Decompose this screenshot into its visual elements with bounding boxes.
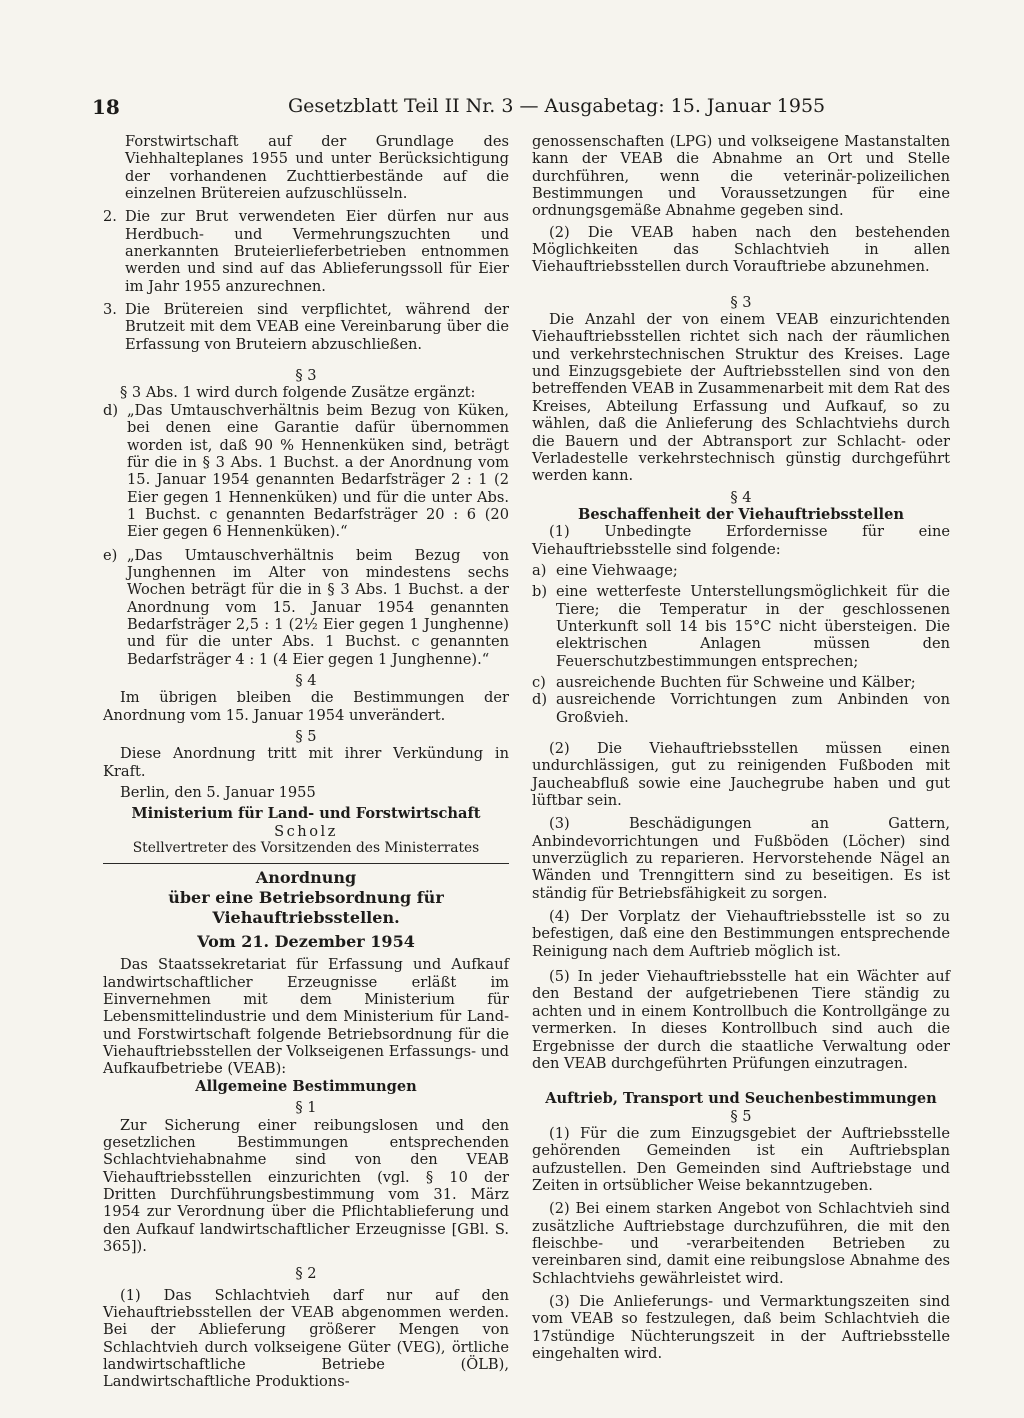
ordinance-subtitle: über eine Betriebsordnung für Viehauftriebsstellen. bbox=[168, 888, 444, 928]
intro-continuation: Forstwirtschaft auf der Grundlage des Viehhalteplanes 1955 und unter Berücksichtigung der vorhandenen Zuchttierbestände auf die einzelnen Brütereien aufzuschlüsseln. bbox=[125, 133, 509, 203]
page-header bbox=[92, 95, 952, 123]
subsection-heading: Allgemeine Bestimmungen bbox=[195, 1077, 417, 1095]
section-text: (5) In jeder Viehauftriebsstelle hat ein Wächter auf den Bestand der aufgetriebenen Tiere ständig zu achten und in einem Kontrollbuch die Kontrollgänge zu vermerken. In dieses Kontrollbuch sind auch die Ergebnisse der durch die staatliche Verwaltung oder den VEAB durchgeführten Prüfungen einzutragen. bbox=[532, 968, 950, 1072]
item-label: d) bbox=[532, 691, 548, 709]
item-text: Die Brütereien sind verpflichtet, während der Brutzeit mit dem VEAB eine Vereinbarung über die Erfassung von Bruteiern abzuschließen. bbox=[125, 301, 509, 353]
signer-role: Stellvertreter des Vorsitzenden des Ministerrates bbox=[132, 840, 480, 857]
section-text: (1) Unbedingte Erfordernisse für eine Viehauftriebsstelle sind folgende: bbox=[532, 523, 950, 558]
section-heading: § 3 bbox=[730, 293, 752, 311]
signer-name: Scholz bbox=[274, 822, 338, 840]
section-heading: § 5 bbox=[295, 728, 317, 745]
section-title: Beschaffenheit der Viehauftriebsstellen bbox=[578, 505, 904, 523]
item-label: e) bbox=[103, 546, 118, 564]
ordinance-date: Vom 21. Dezember 1954 bbox=[197, 932, 415, 952]
item-label: b) bbox=[532, 583, 548, 601]
item-label: d) bbox=[103, 401, 119, 419]
section-text: (3) Die Anlieferungs- und Vermarktungszeiten sind vom VEAB so festzulegen, daß beim Schlachtvieh die 17stündige Nüchterungszeit in der Auftriebsstelle eingehalten wird. bbox=[532, 1292, 950, 1362]
item-text: „Das Umtauschverhältnis beim Bezug von Junghennen im Alter von mindestens sechs Wochen beträgt für die in § 3 Abs. 1 Buchst. a der Anordnung vom 15. Januar 1954 genannten Bedarfsträger 2,5 : 1 (2½ Eier gegen 1 Junghenne) und für die unter Abs. 1 Buchst. c genannten Bedarfsträger 4 : 1 (4 Eier gegen 1 Junghenne).“ bbox=[127, 546, 509, 668]
list-item bbox=[532, 674, 950, 691]
item-label: 3. bbox=[103, 301, 117, 319]
section-text: Diese Anordnung tritt mit ihrer Verkündung in Kraft. bbox=[103, 745, 509, 780]
list-item bbox=[103, 547, 509, 668]
item-label: c) bbox=[532, 673, 546, 691]
item-text: ausreichende Vorrichtungen zum Anbinden von Großvieh. bbox=[556, 691, 950, 726]
section-text: (2) Bei einem starken Angebot von Schlachtvieh sind zusätzliche Auftriebstage durchzuführen, die mit den fleischbe- und -verarbeitenden Betrieben zu vereinbaren sind, damit eine reibungslose Abnahme des Schlachtviehs gewährleistet wird. bbox=[532, 1200, 950, 1287]
section-heading: § 3 bbox=[295, 367, 317, 385]
section-text: Zur Sicherung einer reibungslosen und den gesetzlichen Bestimmungen entsprechenden Schlachtviehabnahme sind von den VEAB Viehauftriebsstellen einzurichten (vgl. § 10 der Dritten Durchführungsbestimmung vom 31. März 1954 zur Verordnung über die Pflichtablieferung und den Aufkauf landwirtschaftlicher Erzeugnisse [GBl. S. 365]). bbox=[103, 1116, 509, 1255]
right-column bbox=[532, 133, 950, 1362]
section-heading: § 4 bbox=[730, 488, 752, 506]
section-heading: § 5 bbox=[730, 1107, 752, 1125]
item-text: Die zur Brut verwendeten Eier dürfen nur aus Herdbuch- und Vermehrungszuchten und anerkannten Bruteierlieferbetrieben entnommen werden und sind auf das Ablieferungssoll für Eier im Jahr 1955 anzurechnen. bbox=[125, 208, 509, 295]
running-title: Gesetzblatt Teil II Nr. 3 — Ausgabetag: 15. Januar 1955 bbox=[288, 95, 826, 117]
section-text: Die Anzahl der von einem VEAB einzurichtenden Viehauftriebsstellen richtet sich nach der räumlichen und verkehrstechnischen Struktur des Kreises. Lage und Einzugsgebiete der Auftriebsstellen sind von den betreffenden VEAB in Zusammenarbeit mit dem Rat des Kreises, Abteilung Erfassung und Aufkauf, so zu wählen, daß die Anlieferung des Schlachtviehs durch die Bauern und der Abtransport zur Schlacht- oder Verladestelle verkehrstechnisch günstig durchgeführt werden kann. bbox=[532, 311, 950, 485]
item-text: eine Viehwaage; bbox=[556, 561, 678, 579]
section-text: (4) Der Vorplatz der Viehauftriebsstelle ist so zu befestigen, daß eine den Bestimmungen entsprechende Reinigung nach dem Auftrieb möglich ist. bbox=[532, 908, 950, 960]
section-text: (2) Die Viehauftriebsstellen müssen einen undurchlässigen, gut zu reinigenden Fußboden mit Jaucheabfluß sowie eine Jauchegrube haben und gut lüftbar sein. bbox=[532, 740, 950, 810]
ordinance-intro: Das Staatssekretariat für Erfassung und Aufkauf landwirtschaftlicher Erzeugnisse erläßt im Einvernehmen mit dem Ministerium für Lebensmittelindustrie und dem Ministerium für Land- und Forstwirtschaft folgende Betriebsordnung für die Viehauftriebsstellen der Volkseigenen Erfassungs- und Aufkaufbetriebe (VEAB): bbox=[103, 956, 509, 1078]
section-text: (2) Die VEAB haben nach den bestehenden Möglichkeiten das Schlachtvieh in allen Viehauftriebsstellen durch Vorauftriebe abzunehmen. bbox=[532, 223, 950, 276]
section-text: Im übrigen bleiben die Bestimmungen der Anordnung vom 15. Januar 1954 unverändert. bbox=[103, 689, 509, 724]
item-label: 2. bbox=[103, 208, 117, 226]
subsection-heading: Auftrieb, Transport und Seuchenbestimmungen bbox=[545, 1090, 937, 1108]
section-heading: § 1 bbox=[295, 1099, 317, 1117]
continuation-text: genossenschaften (LPG) und volkseigene Mastanstalten kann der VEAB die Abnahme an Ort und Stelle durchführen, wenn die veterinär-polizeilichen Bestimmungen und Voraussetzungen für eine ordnungsgemäße Abnahme gegeben sind. bbox=[532, 133, 950, 220]
section-heading: § 2 bbox=[295, 1265, 317, 1283]
list-item bbox=[532, 691, 950, 726]
item-text: „Das Umtauschverhältnis beim Bezug von Küken, bei denen eine Garantie dafür übernommen worden ist, daß 90 % Hennenküken sind, beträgt für die in § 3 Abs. 1 Buchst. a der Anordnung vom 15. Januar 1954 genannten Bedarfsträger 2 : 1 (2 Eier gegen 1 Hennenküken) und für die unter Abs. 1 Buchst. c genannten Bedarfsträger 20 : 6 (20 Eier gegen 6 Hennenküken).“ bbox=[127, 401, 509, 541]
item-text: ausreichende Buchten für Schweine und Kälber; bbox=[556, 673, 916, 691]
section-text: (1) Das Schlachtvieh darf nur auf den Viehauftriebsstellen der VEAB abgenommen werden. Bei der Ablieferung größerer Mengen von Schlachtvieh durch volkseigene Güter (VEG), örtliche landwirtschaftliche Betriebe (ÖLB), Landwirtschaftliche Produktions- bbox=[103, 1286, 509, 1391]
page-number: 18 bbox=[92, 95, 120, 119]
section-text: (3) Beschädigungen an Gattern, Anbindevorrichtungen und Fußböden (Löcher) sind unverzüglich zu reparieren. Hervorstehende Nägel an Wänden und Trenngittern sind zu beseitigen. Es ist ständig für Betriebsfähigkeit zu sorgen. bbox=[532, 815, 950, 902]
left-column bbox=[103, 133, 509, 1391]
item-label: a) bbox=[532, 561, 547, 579]
list-item bbox=[532, 583, 950, 670]
divider bbox=[103, 863, 509, 864]
item-text: eine wetterfeste Unterstellungsmöglichkeit für die Tiere; die Temperatur in der geschlossenen Unterkunft soll 14 bis 15°C nicht übersteigen. Die elektrischen Anlagen müssen den Feuerschutzbestimmungen entsprechen; bbox=[556, 583, 950, 670]
place-date: Berlin, den 5. Januar 1955 bbox=[120, 784, 316, 802]
section-heading: § 4 bbox=[295, 671, 317, 689]
list-item bbox=[103, 301, 509, 353]
ordinance-title: Anordnung bbox=[255, 868, 357, 888]
list-item bbox=[103, 402, 509, 541]
ministry-name: Ministerium für Land- und Forstwirtschaft bbox=[131, 805, 481, 823]
section-text: § 3 Abs. 1 wird durch folgende Zusätze ergänzt: bbox=[120, 384, 476, 402]
list-item bbox=[103, 208, 509, 295]
section-text: (1) Für die zum Einzugsgebiet der Auftriebsstelle gehörenden Gemeinden ist ein Auftriebsplan aufzustellen. Den Gemeinden sind Auftriebstage und Zeiten in ortsüblicher Weise bekanntzugeben. bbox=[532, 1124, 950, 1194]
list-item bbox=[532, 562, 950, 579]
